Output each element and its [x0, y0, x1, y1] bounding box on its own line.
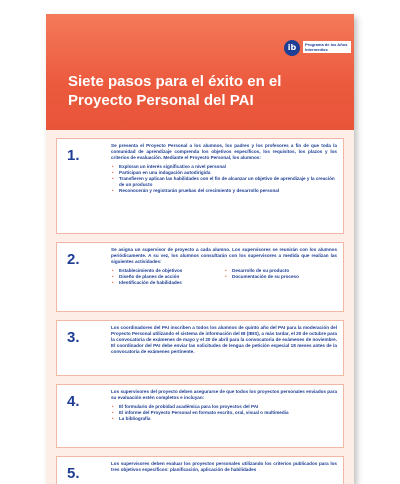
bullet-item: • Desarrollo de su producto [224, 268, 337, 274]
step-text: Los coordinadores del PAI inscriben a todos los alumnos de quinto año del PAI para la moderación del Proyecto Personal utilizando el sistema de información del IB (IBIS), a más tardar, el 20 de octubre para la convocatoria de exámenes de mayo y el 20 de abril para la convocatoria de exámenes de noviembre. El coordinador del PAI debe enviar las solicitudes de lengua de petición especial 18 meses antes de la convocatoria de exámenes pertinente. [111, 325, 337, 354]
step-bullet-columns [111, 268, 337, 286]
steps-list [56, 138, 344, 484]
bullet-item: • Identificación de habilidades [111, 280, 224, 286]
bullet-item: • El formulario de probidad académica para los proyectos del PAI [111, 404, 337, 410]
step-number: 3. [67, 329, 80, 346]
step-number: 2. [67, 251, 80, 268]
page-title-line-2: Proyecto Personal del PAI [68, 92, 254, 109]
bullet-item: • Transfieren y aplican las habilidades con el fin de alcanzar un objetivo de aprendizaje y la creación de un producto [111, 176, 337, 188]
ib-logo-text: Programa de los Años Intermedios [303, 41, 351, 53]
bullet-item: • Participan en una indagación autodirigida [111, 170, 337, 176]
bullet-item: • Exploran un interés significativo a nivel personal [111, 164, 337, 170]
step-bullets [111, 404, 337, 422]
document-page [46, 14, 354, 484]
ib-logo-icon: ib [284, 40, 300, 56]
step-2 [56, 242, 344, 312]
bullet-item: • Reconocerán y registrarán pruebas del crecimiento y desarrollo personal [111, 188, 337, 194]
header-banner [46, 14, 354, 130]
bullet-item: • El informe del Proyecto Personal en formato escrito, oral, visual o multimedia [111, 410, 337, 416]
step-text: Los supervisores deben evaluar los proyectos personales utilizando los criterios publicados para los tres objetivos específicos: planificación, aplicación de habilidades [111, 461, 337, 472]
page-title [68, 72, 298, 110]
page-title-line-1: Siete pasos para el éxito en el [68, 73, 282, 90]
step-bullets [111, 164, 337, 194]
bullet-column-1 [111, 268, 224, 286]
step-text: Se asigna un supervisor de proyecto a cada alumno. Los supervisores se reunirán con los alumnos periódicamente. A su vez, los alumnos consultarán con los supervisores a medida que realizan las siguientes actividades: [111, 247, 337, 264]
bullet-item: • Documentación de su proceso [224, 274, 337, 280]
step-1 [56, 138, 344, 234]
step-text: Se presenta el Proyecto Personal a los alumnos, los padres y los profesores a fin de que toda la comunidad de aprendizaje comprenda los objetivos específicos, los requisitos, los plazos y los criterios de evaluación. Mediante el Proyecto Personal, los alumnos: [111, 143, 337, 160]
step-number: 5. [67, 465, 80, 482]
step-number: 4. [67, 393, 80, 410]
bullet-column-2 [224, 268, 337, 286]
step-3 [56, 320, 344, 376]
step-4 [56, 384, 344, 448]
step-text: Los supervisores del proyecto deben asegurarse de que todos los proyectos personales enviados para su evaluación estén completos e incluyan: [111, 389, 337, 400]
step-number: 1. [67, 147, 80, 164]
ib-logo [284, 40, 348, 66]
bullet-item: • Diseño de planes de acción [111, 274, 224, 280]
step-5 [56, 456, 344, 484]
bullet-item: • Establecimiento de objetivos [111, 268, 224, 274]
bullet-item: • La bibliografía [111, 416, 337, 422]
